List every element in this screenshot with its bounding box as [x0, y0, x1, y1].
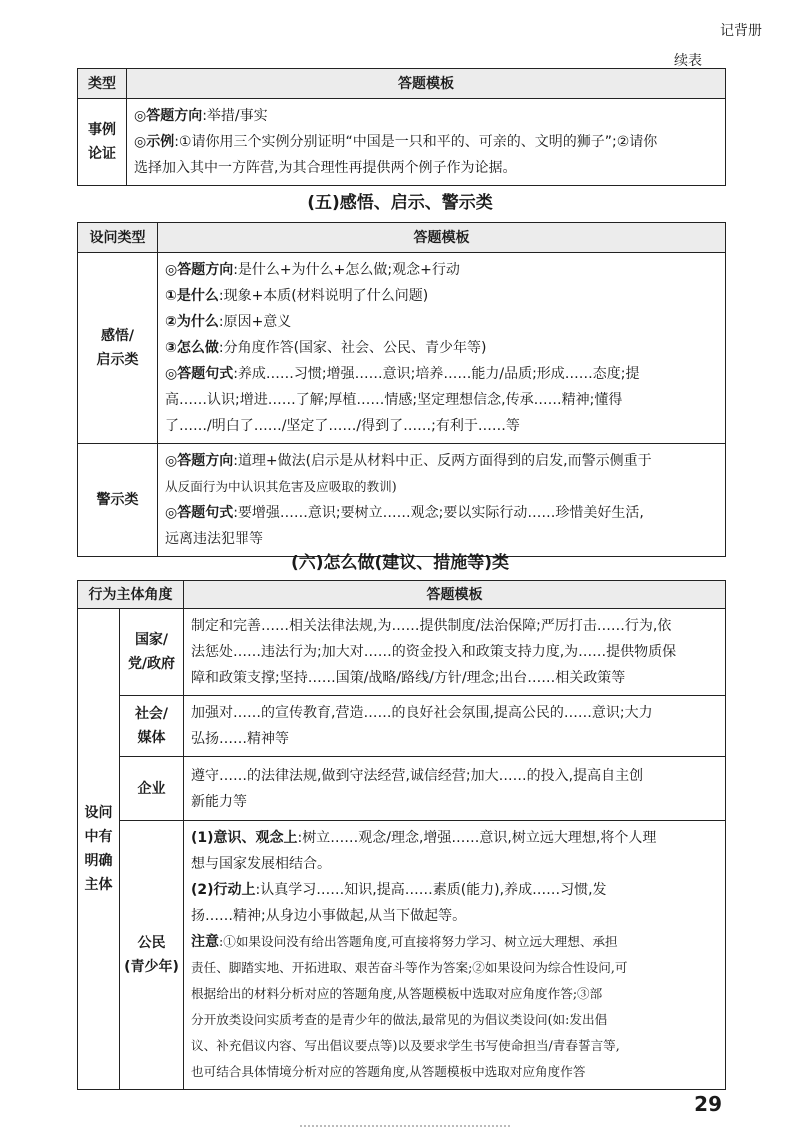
- row-label-state: 国家/ 党/政府: [120, 609, 184, 696]
- warning-direction-key: ◎答题方向: [165, 453, 234, 469]
- warning-direction-value: :道理+做法(启示是从材料中正、反两方面得到的启发,而警示侧重于: [233, 453, 652, 469]
- col-header-template: 答题模板: [158, 223, 726, 253]
- society-template-cell: [184, 696, 726, 757]
- note-key: 注意: [191, 934, 219, 950]
- row-label-warning: 警示类: [78, 444, 158, 557]
- insight-direction-key: ◎答题方向: [165, 262, 234, 278]
- warning-pattern-key: ◎答题句式: [165, 505, 234, 521]
- argument-template-cell: [127, 99, 726, 186]
- row-label-insight: 感悟/ 启示类: [78, 253, 158, 444]
- row-label-enterprise: 企业: [120, 757, 184, 821]
- example-value: :①请你用三个实例分别证明“中国是一只和平的、可亲的、文明的狮子”;②请你: [174, 134, 658, 150]
- insight-direction-value: :是什么+为什么+怎么做;观念+行动: [233, 262, 460, 278]
- what-value: :现象+本质(材料说明了什么问题): [218, 288, 429, 304]
- state-line: 法惩处……违法行为;加大对……的资金投入和政策支持力度,为……提供物质保: [191, 644, 677, 660]
- insight-pattern-line: 了……/明白了……/坚定了……/得到了……;有利于……等: [165, 418, 520, 434]
- row-label-argument: 事例 论证: [78, 99, 127, 186]
- direction-value: :举措/事实: [202, 108, 268, 124]
- state-line: 制定和完善……相关法律法规,为……提供制度/法治保障;严厉打击……行为,依: [191, 618, 672, 634]
- citizen-template-cell: [184, 821, 726, 1090]
- citizen-action-key: (2)行动上: [191, 882, 256, 898]
- how-value: :分角度作答(国家、社会、公民、青少年等): [218, 340, 487, 356]
- table-section-5: [77, 222, 726, 557]
- how-key: ③怎么做: [165, 340, 219, 356]
- col-header-template: 答题模板: [127, 69, 726, 99]
- why-value: :原因+意义: [218, 314, 292, 330]
- section-5-title: (五)感悟、启示、警示类: [307, 193, 493, 213]
- citizen-awareness-value: :树立……观念/理念,增强……意识,树立远大理想,将个人理: [297, 830, 657, 846]
- insight-pattern-key: ◎答题句式: [165, 366, 234, 382]
- insight-pattern-line: 高……认识;增进……了解;厚植……情感;坚定理想信念,传承……精神;懂得: [165, 392, 623, 408]
- citizen-action-line: 扬……精神;从身边小事做起,从当下做起等。: [191, 908, 467, 924]
- citizen-awareness-key: (1)意识、观念上: [191, 830, 298, 846]
- warning-template-cell: [158, 444, 726, 557]
- section-6-title: (六)怎么做(建议、措施等)类: [290, 553, 510, 573]
- row-label-society: 社会/ 媒体: [120, 696, 184, 757]
- enterprise-line: 新能力等: [191, 793, 247, 810]
- warning-pattern-value: :要增强……意识;要树立……观念;要以实际行动……珍惜美好生活,: [233, 505, 644, 521]
- example-value-cont: 选择加入其中一方阵营,为其合理性再提供两个例子作为论据。: [134, 160, 517, 176]
- why-key: ②为什么: [165, 314, 219, 330]
- col-header-question-type: 设问类型: [78, 223, 158, 253]
- citizen-action-value: :认真学习……知识,提高……素质(能力),养成……习惯,发: [255, 882, 607, 898]
- col-header-type: 类型: [78, 69, 127, 99]
- note-value: :①如果设问没有给出答题角度,可直接将努力学习、树立远大理想、承担: [219, 934, 618, 949]
- state-template-cell: [184, 609, 726, 696]
- book-label: 记背册: [720, 23, 762, 39]
- col-header-subject: 行为主体角度: [78, 581, 184, 609]
- row-label-citizen: 公民 (青少年): [120, 821, 184, 1090]
- direction-key: ◎答题方向: [134, 108, 203, 124]
- note-line: 责任、脚踏实地、开拓进取、艰苦奋斗等作为答案;②如果设问为综合性设问,可: [191, 960, 628, 975]
- continued-label: 续表: [674, 53, 702, 69]
- fold-mark: [300, 1125, 510, 1127]
- what-key: ①是什么: [165, 288, 219, 304]
- note-line: 议、补充倡议内容、写出倡议要点等)以及要求学生书写使命担当/青春誓言等,: [191, 1038, 620, 1053]
- col-header-template: 答题模板: [184, 581, 726, 609]
- citizen-awareness-line: 想与国家发展相结合。: [191, 856, 331, 872]
- table-argument-example: [77, 68, 726, 186]
- example-key: ◎示例: [134, 134, 175, 150]
- note-line: 根据给出的材料分析对应的答题角度,从答题模板中选取对应角度作答;③部: [191, 986, 603, 1001]
- insight-template-cell: [158, 253, 726, 444]
- society-line: 弘扬……精神等: [191, 731, 289, 747]
- page-number: 29: [694, 1092, 722, 1116]
- table-section-6: [77, 580, 726, 1090]
- note-line: 也可结合具体情境分析对应的答题角度,从答题模板中选取对应角度作答: [191, 1064, 586, 1079]
- insight-pattern-value: :养成……习惯;增强……意识;培养……能力/品质;形成……态度;提: [233, 366, 640, 382]
- enterprise-line: 遵守……的法律法规,做到守法经营,诚信经营;加大……的投入,提高自主创: [191, 767, 644, 784]
- warning-direction-line: 从反面行为中认识其危害及应吸取的教训): [165, 479, 397, 494]
- state-line: 障和政策支撑;坚持……国策/战略/路线/方针/理念;出台……相关政策等: [191, 670, 626, 686]
- enterprise-template-cell: [184, 757, 726, 821]
- society-line: 加强对……的宣传教育,营造……的良好社会氛围,提高公民的……意识;大力: [191, 705, 653, 721]
- side-label-explicit-subject: 设问 中有 明确 主体: [78, 609, 120, 1090]
- warning-pattern-line: 远离违法犯罪等: [165, 531, 263, 547]
- note-line: 分开放类设问实质考查的是青少年的做法,最常见的为倡议类设问(如:发出倡: [191, 1012, 608, 1027]
